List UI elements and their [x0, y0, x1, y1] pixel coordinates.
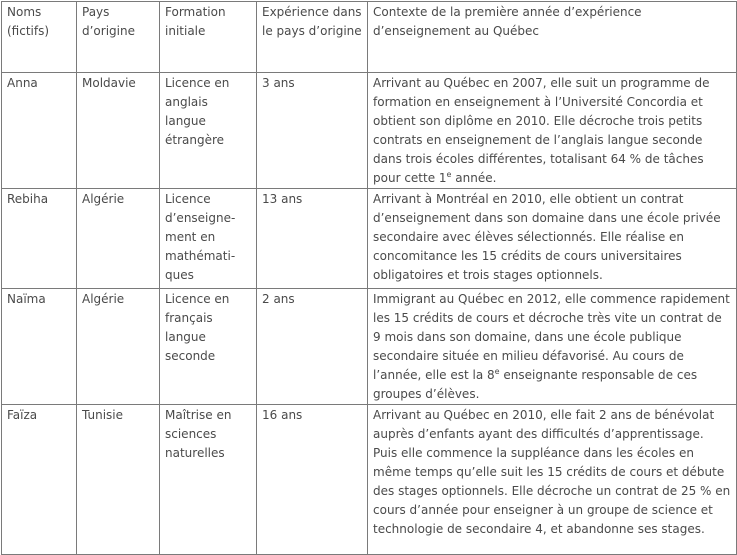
cell-context [368, 405, 737, 555]
cell-training: Maîtrise en sciences naturelles [160, 405, 257, 555]
context-text: Arrivant au Québec en 2010, elle fait 2 ans de bénévolat auprès d’enfants ayant des difficultés d’apprentissage. Puis elle commence la suppléance dans les écoles en même temps qu’elle suit les 15 crédits de cours et débute des stages optionnels. Elle décroche un contrat de 25 % en cours d’année pour enseigner à un groupe de science et technologie de secondaire 4, et abandonne ses stages. [373, 408, 731, 536]
table-row [2, 405, 737, 555]
header-name: Noms (fictifs) [2, 2, 77, 73]
cell-training: Licence en français langue seconde [160, 289, 257, 405]
table-row [2, 73, 737, 189]
cell-name: Faïza [2, 405, 77, 555]
cell-name: Rebiha [2, 189, 77, 289]
cell-experience: 13 ans [257, 189, 368, 289]
table-row [2, 289, 737, 405]
cell-context [368, 289, 737, 405]
table-container [1, 1, 737, 555]
context-text: Arrivant à Montréal en 2010, elle obtient un contrat d’enseignement dans son domaine dans une école privée secondaire avec élèves sélectionnés. Elle réalise en concomitance les 15 crédits de cours universitaires obligatoires et trois stages optionnels. [373, 192, 721, 282]
cell-experience: 3 ans [257, 73, 368, 189]
table-row [2, 189, 737, 289]
header-context: Contexte de la première année d’expérience d’enseignement au Québec [368, 2, 737, 73]
cell-training: Licence en anglais langue étrangère [160, 73, 257, 189]
cell-country: Algérie [77, 289, 160, 405]
context-superscript: e [446, 170, 452, 179]
teachers-table [1, 1, 737, 555]
context-text: Immigrant au Québec en 2012, elle commence rapidement les 15 crédits de cours et décroche très vite un contrat de 9 mois dans son domaine, dans une école publique secondaire située en milieu défavorisé. Au cours de l’année, elle est la 8 [373, 292, 730, 382]
header-row [2, 2, 737, 73]
cell-context [368, 189, 737, 289]
header-experience: Expérience dans le pays d’origine [257, 2, 368, 73]
context-text-end: année. [451, 171, 497, 185]
cell-context [368, 73, 737, 189]
cell-training: Licence d’enseigne-ment en mathémati-ques [160, 189, 257, 289]
cell-name: Anna [2, 73, 77, 189]
header-country: Pays d’origine [77, 2, 160, 73]
context-text: Arrivant au Québec en 2007, elle suit un programme de formation en enseignement à l’Université Concordia et obtient son diplôme en 2010. Elle décroche trois petits contrats en enseignement de l’anglais langue seconde dans trois écoles différentes, totalisant 64 % de tâches pour cette 1 [373, 76, 710, 185]
cell-country: Moldavie [77, 73, 160, 189]
header-training: Formation initiale [160, 2, 257, 73]
context-superscript: e [494, 367, 500, 376]
cell-country: Tunisie [77, 405, 160, 555]
cell-name: Naïma [2, 289, 77, 405]
context-text-end: enseignante responsable de ces groupes d’élèves. [373, 368, 698, 401]
cell-experience: 2 ans [257, 289, 368, 405]
cell-country: Algérie [77, 189, 160, 289]
cell-experience: 16 ans [257, 405, 368, 555]
